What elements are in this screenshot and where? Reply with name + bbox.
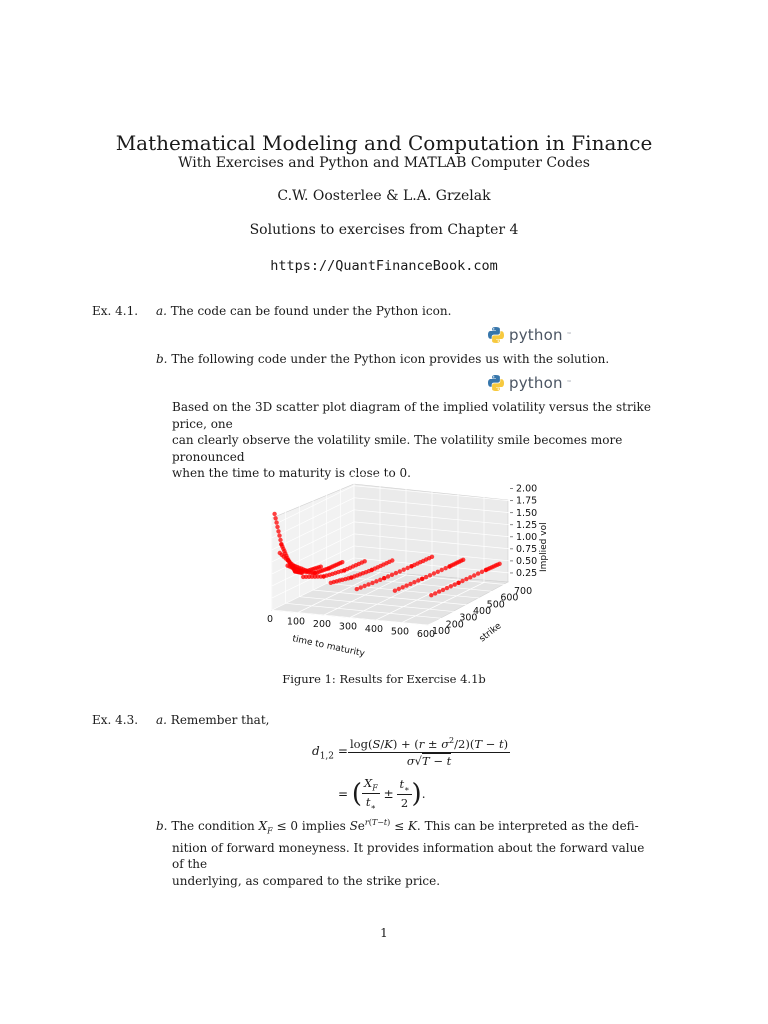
item-marker: b. (156, 352, 168, 366)
y-tick-label: 400 (473, 606, 492, 617)
scatter-point (432, 571, 436, 575)
scatter-point (393, 589, 397, 593)
y-tick-label: 100 (432, 626, 451, 637)
scatter-point (497, 562, 501, 566)
scatter-point (394, 571, 398, 575)
scatter-point (408, 582, 412, 586)
z-tick-label: 1.75 (516, 495, 538, 507)
exercise-4-1-a (156, 303, 451, 320)
scatter-point (445, 586, 449, 590)
z-tick-label: 1.50 (516, 507, 538, 519)
scatter-point (424, 575, 428, 579)
scatter-chart-svg (250, 470, 550, 670)
scatter-point (398, 569, 402, 573)
paragraph-line: Based on the 3D scatter plot diagram of the implied volatility versus the strike price, one (172, 400, 651, 431)
scatter-point (386, 574, 390, 578)
scatter-point (370, 581, 374, 585)
page-title: Mathematical Modeling and Computation in Finance (115, 131, 653, 155)
python-logo-link[interactable] (487, 374, 572, 392)
paragraph-line: can clearly observe the volatility smile. The volatility smile becomes more pronounced (172, 433, 623, 464)
z-tick-label: 0.75 (516, 543, 538, 555)
scatter-point (390, 573, 394, 577)
scatter-point (390, 558, 394, 562)
item-marker: a. (156, 713, 167, 727)
z-axis-label: Implied vol (539, 522, 549, 572)
x-tick-label: 200 (312, 619, 332, 630)
item-text: Remember that, (170, 713, 270, 727)
scatter-point (430, 555, 434, 559)
scatter-point (355, 587, 359, 591)
scatter-point (428, 573, 432, 577)
scatter-point (401, 585, 405, 589)
scatter-point (456, 581, 460, 585)
x-tick-label: 600 (416, 629, 436, 640)
x-tick-label: 300 (338, 621, 358, 633)
page-number: 1 (380, 926, 388, 940)
inline-math: $X_F \le 0$ (258, 819, 299, 836)
scatter-point (404, 583, 408, 587)
equation-fraction: $\frac{\log(S/K) + (r \pm \sigma^2/2)(T - t)}{\sigma√T - t}$ (350, 736, 509, 768)
text-run: implies (301, 819, 346, 833)
item-marker: a. (156, 304, 167, 318)
scatter-point (440, 568, 444, 572)
z-tick-label: 0.50 (516, 555, 538, 567)
paragraph-line: nition of forward moneyness. It provides information about the forward value of the (172, 840, 645, 872)
scatter-point (429, 593, 433, 597)
website-link[interactable]: https://QuantFinanceBook.com (270, 258, 498, 274)
scatter-point (405, 566, 409, 570)
item-text: The code can be found under the Python icon. (170, 304, 452, 318)
item-marker: b. (156, 819, 168, 833)
scatter-point (402, 568, 406, 572)
scatter-point (374, 579, 378, 583)
scatter-point (453, 582, 457, 586)
python-logo-icon (487, 326, 505, 344)
y-tick-label: 200 (445, 619, 464, 631)
scatter-point (276, 529, 280, 533)
python-logo-link[interactable] (487, 326, 572, 344)
exercise-label-4-1: Ex. 4.1. (92, 304, 139, 318)
scatter-point (461, 558, 465, 562)
scatter-point (363, 559, 367, 563)
paragraph-line: underlying, as compared to the strike price. (172, 873, 441, 888)
python-logo-icon (487, 374, 505, 392)
paragraph-line (156, 815, 658, 840)
scatter-point (468, 575, 472, 579)
scatter-point (443, 566, 447, 570)
scatter-point (436, 570, 440, 574)
scatter-point (278, 538, 282, 542)
item-text: The following code under the Python icon provides us with the solution. (171, 352, 610, 366)
scatter-point (416, 578, 420, 582)
y-tick-label: 700 (514, 586, 533, 597)
y-tick-label: 500 (486, 599, 505, 611)
scatter-point (366, 582, 370, 586)
scatter-point (480, 570, 484, 574)
equation-lhs: $d_{1,2}$ = (312, 744, 348, 762)
scatter-point (472, 573, 476, 577)
scatter-point (272, 512, 276, 516)
y-tick-label: 300 (459, 612, 478, 624)
scatter-point (433, 591, 437, 595)
solutions-heading: Solutions to exercises from Chapter 4 (249, 222, 519, 238)
text-run: This can be interpreted as the defi- (424, 819, 639, 833)
exercise-label-4-3: Ex. 4.3. (92, 713, 139, 727)
scatter-point (382, 576, 386, 580)
z-tick-label: 0.25 (516, 567, 538, 579)
x-tick-label: 500 (390, 626, 410, 638)
scatter-point (378, 578, 382, 582)
implied-vol-3d-scatter (250, 470, 550, 670)
paragraph-line: when the time to maturity is close to 0. (172, 466, 411, 480)
authors: C.W. Oosterlee & L.A. Grzelak (277, 188, 491, 204)
scatter-point (273, 516, 277, 520)
scatter-point (449, 584, 453, 588)
exercise-4-1-b (156, 351, 609, 368)
python-logo-text: python (509, 326, 563, 344)
scatter-point (460, 579, 464, 583)
scatter-point (397, 587, 401, 591)
figure-caption: Figure 1: Results for Exercise 4.1b (282, 672, 486, 686)
exercise-4-3-b (156, 815, 658, 889)
scatter-point (277, 533, 281, 537)
z-tick-label: 1.25 (516, 519, 538, 531)
d12-equation (312, 736, 532, 812)
trademark-mark: ™ (566, 380, 572, 386)
x-tick-label: 400 (364, 624, 384, 635)
page-subtitle: With Exercises and Python and MATLAB Computer Codes (178, 155, 590, 171)
y-tick-label: 600 (500, 592, 519, 604)
text-run: The condition (171, 819, 255, 833)
scatter-point (476, 571, 480, 575)
trademark-mark: ™ (566, 332, 572, 338)
scatter-point (464, 577, 468, 581)
scatter-point (362, 584, 366, 588)
x-tick-label: 0 (266, 614, 274, 625)
scatter-point (412, 580, 416, 584)
x-tick-label: 100 (286, 616, 306, 628)
z-tick-label: 2.00 (516, 483, 538, 495)
scatter-point (275, 525, 279, 529)
scatter-point (420, 577, 424, 581)
inline-math: $Se^{r(T-t)} \le K$. (349, 818, 421, 833)
scatter-point (359, 585, 363, 589)
y-axis-label: strike (477, 621, 504, 645)
python-logo-text: python (509, 374, 563, 392)
scatter-point (340, 560, 344, 564)
scatter-point (274, 520, 278, 524)
exercise-4-3-a (156, 712, 269, 729)
equation-second-line: = ( $\frac{X_F}{t_∗}$ ± $\frac{t_∗}{2}$ ) . (338, 776, 426, 812)
z-tick-label: 1.00 (516, 531, 538, 543)
x-axis-label: time to maturity (291, 634, 366, 660)
scatter-point (441, 588, 445, 592)
scatter-point (437, 589, 441, 593)
